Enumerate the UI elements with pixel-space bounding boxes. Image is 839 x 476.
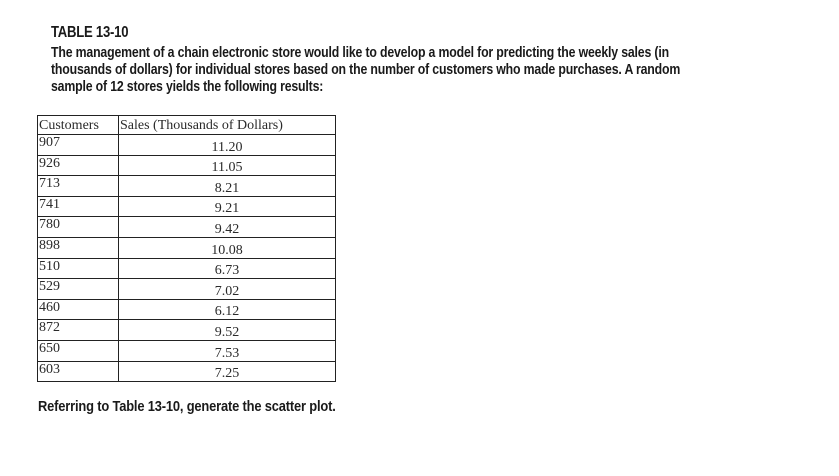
table-row (38, 135, 336, 156)
column-header-sales: Sales (Thousands of Dollars) (119, 116, 336, 135)
table-heading: TABLE 13-10 (51, 24, 129, 41)
table-row (38, 196, 336, 217)
table-row (38, 217, 336, 238)
table-row (38, 237, 336, 258)
sales-cell: 11.20 (119, 135, 336, 156)
sales-cell: 7.53 (119, 340, 336, 361)
customers-cell: 907 (38, 135, 119, 156)
problem-description (51, 44, 818, 95)
table-row (38, 361, 336, 382)
sales-cell: 10.08 (119, 237, 336, 258)
table-row (38, 340, 336, 361)
customers-cell: 872 (38, 320, 119, 341)
customers-cell: 898 (38, 237, 119, 258)
customers-cell: 741 (38, 196, 119, 217)
customers-cell: 713 (38, 176, 119, 197)
sales-cell: 9.42 (119, 217, 336, 238)
table-row (38, 279, 336, 300)
intro-line: The management of a chain electronic store would like to develop a model for predicting the weekly sales (in (51, 44, 669, 61)
table-body (38, 135, 336, 382)
intro-line: thousands of dollars) for individual stores based on the number of customers who made purchases. A random (51, 61, 681, 78)
question-text: Referring to Table 13-10, generate the scatter plot. (38, 398, 336, 415)
table-row (38, 320, 336, 341)
table-row (38, 258, 336, 279)
customers-cell: 650 (38, 340, 119, 361)
sales-cell: 8.21 (119, 176, 336, 197)
table-header-row (38, 116, 336, 135)
data-table-container (37, 115, 336, 382)
table-row (38, 176, 336, 197)
sales-cell: 9.21 (119, 196, 336, 217)
customers-cell: 510 (38, 258, 119, 279)
sales-cell: 11.05 (119, 155, 336, 176)
customers-cell: 926 (38, 155, 119, 176)
customers-cell: 529 (38, 279, 119, 300)
table-row (38, 299, 336, 320)
data-table (37, 115, 336, 382)
sales-cell: 6.73 (119, 258, 336, 279)
table-row (38, 155, 336, 176)
customers-cell: 460 (38, 299, 119, 320)
sales-cell: 7.02 (119, 279, 336, 300)
column-header-customers: Customers (38, 116, 119, 135)
customers-cell: 780 (38, 217, 119, 238)
customers-cell: 603 (38, 361, 119, 382)
sales-cell: 9.52 (119, 320, 336, 341)
sales-cell: 6.12 (119, 299, 336, 320)
sales-cell: 7.25 (119, 361, 336, 382)
intro-line: sample of 12 stores yields the following results: (51, 78, 324, 95)
